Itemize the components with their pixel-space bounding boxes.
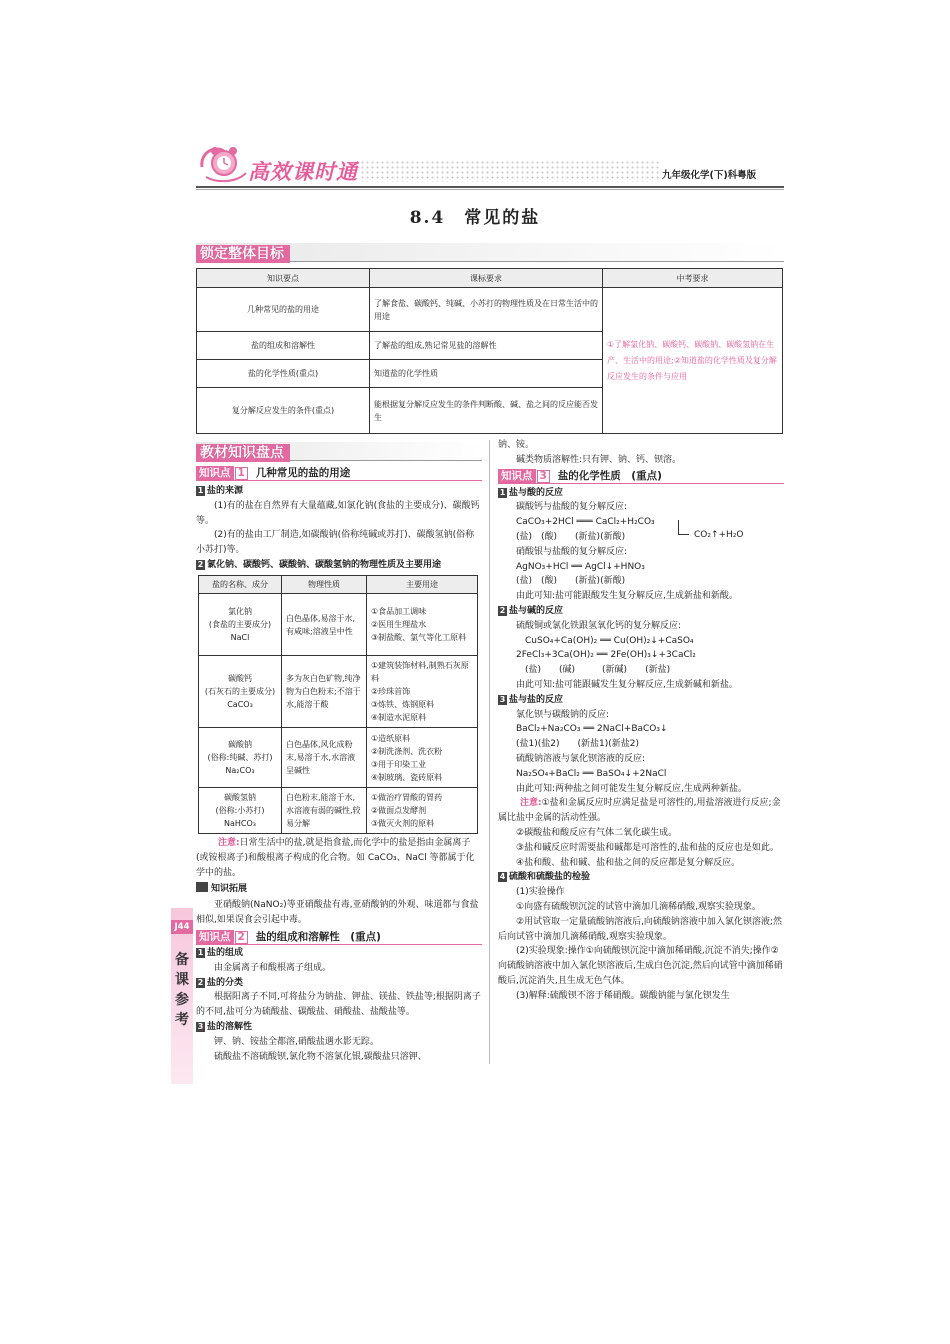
table-header: 物理性质 xyxy=(282,576,367,594)
paragraph: ①向盛有硫酸钡沉淀的试管中滴加几滴稀硝酸,观察实验现象。 xyxy=(498,901,761,912)
paragraph: 硫酸钠溶液与氯化钡溶液的反应: xyxy=(498,753,646,764)
table-header: 课标要求 xyxy=(370,269,603,288)
note-label: 注意: xyxy=(218,838,240,848)
subheading-number: 4 xyxy=(499,872,506,882)
paragraph: (1)有的盐在自然界有大量蕴藏,如氯化钠(食盐的主要成分)、碳酸钙等。 xyxy=(196,500,480,526)
equation: CaCO₃+2HCl ═══ CaCl₂+H₂CO₃ xyxy=(498,517,655,528)
extension-title: 知识拓展 xyxy=(211,884,248,894)
paragraph: 硫酸铜或氯化铁跟氢氧化钙的复分解反应: xyxy=(498,620,682,631)
table-cell: 白色晶体,风化成粉末,易溶于水,水溶液呈碱性 xyxy=(282,728,367,788)
table-cell: 碳酸氢钠 (俗称:小苏打) NaHCO₃ xyxy=(199,788,282,834)
paragraph: (2)有的盐由工厂制造,如碳酸钠(俗称纯碱或苏打)、碳酸氢钠(俗称小苏打)等。 xyxy=(196,530,475,556)
kp-number: 2 xyxy=(235,931,248,944)
note-text: 日常生活中的盐,就是指食盐,而化学中的盐是指由金属离子(或铵根离子)和酸根离子构成的化合物。如 CaCO₃、NaCl 等都属于化学中的盐。 xyxy=(196,838,475,878)
paragraph: 氯化钡与碳酸钠的反应: xyxy=(498,709,610,720)
decomposition-arrow xyxy=(678,520,689,535)
paragraph: 钠、铵。 xyxy=(498,440,535,450)
paragraph: ②碳酸盐和酸反应有气体二氧化碳生成。 xyxy=(498,827,678,838)
header-dot-pattern xyxy=(360,160,660,182)
equation: BaCl₂+Na₂CO₃ ══ 2NaCl+BaCO₃↓ xyxy=(498,724,668,735)
subheading xyxy=(498,870,784,885)
subheading xyxy=(196,558,482,573)
alarm-clock-logo-icon xyxy=(196,137,254,185)
table-cell: 碳酸钠 (俗称:纯碱、苏打) Na₂CO₃ xyxy=(199,728,282,788)
subheading-number: 2 xyxy=(499,605,506,615)
note xyxy=(498,796,784,826)
table-cell: ①建筑装饰材料,制熟石灰原料 ②珍珠首饰 ③炼铁、炼钢原料 ④制造水泥原料 xyxy=(367,656,478,728)
subheading-number: 1 xyxy=(197,486,204,495)
paragraph: 碱类物质溶解性:只有钾、钠、钙、钡溶。 xyxy=(498,454,682,465)
table-cell: ①造纸原料 ②制洗涤剂、洗衣粉 ③用于印染工业 ④制玻璃、瓷砖原料 xyxy=(367,728,478,788)
subheading-text: 盐的分类 xyxy=(207,977,244,988)
page-title: 8.4 常见的盐 xyxy=(409,208,541,228)
table-header: 主要用途 xyxy=(367,576,478,594)
table-cell: 复分解反应发生的条件(重点) xyxy=(197,388,370,434)
page-number: J44 xyxy=(171,920,193,934)
table-cell: 知道盐的化学性质 xyxy=(370,360,603,388)
kp-title: 盐的化学性质 (重点) xyxy=(557,469,662,482)
paragraph: 钾、钠、铵盐全都溶,硝酸盐遇水影无踪。 xyxy=(196,1036,379,1047)
table-cell: ①食品加工调味 ②医用生理盐水 ③制盐酸、氯气等化工原料 xyxy=(367,594,478,656)
subheading-number: 2 xyxy=(197,559,204,569)
table-header: 盐的名称、成分 xyxy=(199,576,282,594)
paragraph: 碳酸钙与盐酸的复分解反应: xyxy=(498,502,628,513)
equation-labels: (盐) (碱) (新碱) (新盐) xyxy=(498,665,671,676)
kp-tag: 知识点 xyxy=(196,930,234,944)
kp-number: 1 xyxy=(235,467,248,480)
extension-heading xyxy=(196,882,482,897)
subheading-text: 硫酸和硫酸盐的检验 xyxy=(509,872,591,883)
knowledge-point-3-heading xyxy=(498,469,784,484)
subheading xyxy=(498,693,784,708)
edition-label: 九年级化学(下)科粤版 xyxy=(662,170,757,181)
paragraph: 由此可知:盐可能跟碱发生复分解反应,生成新碱和新盐。 xyxy=(498,679,738,690)
subheading-text: 氯化钠、碳酸钙、碳酸钠、碳酸氢钠的物理性质及主要用途 xyxy=(207,559,442,570)
table-cell: 氯化钠 (食盐的主要成分) NaCl xyxy=(199,594,282,656)
paragraph: ③盐和碱反应时需要盐和碱都是可溶性的,盐和盐的反应也是如此。 xyxy=(498,842,779,853)
brand-logo-text: 高效课时通 xyxy=(248,160,358,184)
paragraph: ④盐和酸、盐和碱、盐和盐之间的反应都是复分解反应。 xyxy=(498,857,741,868)
paragraph: 由金属离子和酸根离子组成。 xyxy=(196,962,332,973)
table-cell: 白色晶体,易溶于水,有咸味;溶液呈中性 xyxy=(282,594,367,656)
table-cell: 多为灰白色矿物,纯净物为白色粉末;不溶于水,能溶于酸 xyxy=(282,656,367,728)
right-column xyxy=(498,438,784,1003)
paragraph: (1)实验操作 xyxy=(498,887,565,898)
kp-tag: 知识点 xyxy=(196,466,234,480)
subheading xyxy=(498,604,784,619)
kp-title: 几种常见的盐的用途 xyxy=(255,467,351,479)
equation-labels: (盐1)(盐2) (新盐1)(新盐2) xyxy=(498,739,639,750)
exam-requirement-cell: ①了解氯化钠、碳酸钙、碳酸钠、碳酸氢钠在生产、生活中的用途;②知道盐的化学性质及复分解反应发生的条件与应用 xyxy=(603,288,783,434)
table-cell: 白色粉末,能溶于水,水溶液有弱的碱性,较易分解 xyxy=(282,788,367,834)
subheading-number: 3 xyxy=(499,694,506,704)
subheading-number: 2 xyxy=(197,977,204,987)
table-cell: 盐的组成和溶解性 xyxy=(197,332,370,360)
table-header: 知识要点 xyxy=(197,269,370,288)
kp1-body xyxy=(196,484,482,573)
table-cell: 了解食盐、碳酸钙、纯碱、小苏打的物理性质及在日常生活中的用途 xyxy=(370,288,603,332)
note-text: ①盐和金属反应时应满足盐是可溶性的,用盐溶液进行反应;金属比盐中金属的活动性强。 xyxy=(498,798,781,824)
paragraph: 根据阳离子不同,可将盐分为钠盐、钾盐、镁盐、铁盐等;根据阴离子的不同,盐可分为硫酸盐、碳酸盐、硝酸盐、盐酸盐等。 xyxy=(196,992,481,1018)
salts-table xyxy=(198,575,478,834)
extension-icon xyxy=(196,882,208,892)
subheading-number: 1 xyxy=(499,487,506,497)
header-rule-thin xyxy=(196,189,784,190)
kp-tag: 知识点 xyxy=(498,469,536,483)
subheading-text: 盐与酸的反应 xyxy=(509,487,564,498)
subheading xyxy=(498,486,784,501)
equation-labels-row xyxy=(498,530,784,545)
subheading-number: 3 xyxy=(197,1021,204,1031)
note-label: 注意: xyxy=(520,798,542,809)
section-heading-text: 教材知识盘点 xyxy=(196,444,290,462)
subheading xyxy=(196,976,482,991)
column-divider xyxy=(489,440,490,1064)
equation: CO₂↑+H₂O xyxy=(694,529,744,540)
paragraph: 硝酸银与盐酸的复分解反应: xyxy=(498,546,628,557)
paragraph: (3)解释:硫酸钡不溶于稀硝酸。碳酸钠能与氯化钡发生 xyxy=(498,990,730,1001)
equation-labels: (盐) (酸) (新盐)(新酸) xyxy=(498,531,626,542)
subheading-text: 盐的组成 xyxy=(207,948,244,958)
table-cell: 盐的化学性质(重点) xyxy=(197,360,370,388)
kp1-note xyxy=(196,836,482,880)
paragraph: 由此可知:两种盐之间可能发生复分解反应,生成两种新盐。 xyxy=(498,783,747,794)
header-rule xyxy=(196,186,784,188)
paragraph: ②用试管取一定量硫酸钠溶液后,向硫酸钠溶液中加入氯化钡溶液;然后向试管中滴加几滴稀硝酸,观察实验现象。 xyxy=(498,916,782,942)
subheading-text: 盐的溶解性 xyxy=(207,1021,253,1032)
table-cell: 碳酸钙 (石灰石的主要成分) CaCO₃ xyxy=(199,656,282,728)
section-heading-goals xyxy=(196,243,784,262)
kp-title: 盐的组成和溶解性 (重点) xyxy=(255,931,381,943)
section-heading-text: 锁定整体目标 xyxy=(196,245,290,263)
knowledge-point-2-heading xyxy=(196,930,482,945)
paragraph: 硫酸盐不溶硫酸钡,氯化物不溶氯化银,碳酸盐只溶钾、 xyxy=(196,1051,427,1062)
equation: 2FeCl₃+3Ca(OH)₂ ══ 2Fe(OH)₃↓+3CaCl₂ xyxy=(498,650,696,661)
subheading-text: 盐的来源 xyxy=(207,486,244,496)
subheading xyxy=(196,1020,482,1035)
subheading xyxy=(196,484,482,499)
table-header: 中考要求 xyxy=(603,269,783,288)
subheading-text: 盐与盐的反应 xyxy=(509,694,564,705)
equation: CuSO₄+Ca(OH)₂ ══ Cu(OH)₂↓+CaSO₄ xyxy=(498,635,694,646)
subheading xyxy=(196,946,482,961)
subheading-number: 1 xyxy=(197,948,204,957)
knowledge-point-1-heading xyxy=(196,466,482,481)
paragraph: 由此可知:盐可能跟酸发生复分解反应,生成新盐和新酸。 xyxy=(498,591,738,602)
extension-text: 亚硝酸钠(NaNO₂)等亚硝酸盐有毒,亚硝酸钠的外观、味道都与食盐相似,如果误食会引起中毒。 xyxy=(196,900,479,925)
kp-number: 3 xyxy=(537,470,550,483)
table-cell: 几种常见的盐的用途 xyxy=(197,288,370,332)
subheading-text: 盐与碱的反应 xyxy=(509,605,564,616)
paragraph: (2)实验现象:操作①向硫酸钡沉淀中滴加稀硝酸,沉淀不消失;操作②向硫酸钠溶液中加入氯化钡溶液后,生成白色沉淀,然后向试管中滴加稀硝酸后,沉淀消失,且生成无色气体。 xyxy=(498,946,783,986)
table-cell: 了解盐的组成,熟记常见盐的溶解性 xyxy=(370,332,603,360)
table-cell: 能根据复分解反应发生的条件判断酸、碱、盐之间的反应能否发生 xyxy=(370,388,603,434)
equation-labels: (盐) (酸) (新盐)(新酸) xyxy=(498,576,626,587)
goals-table xyxy=(196,268,783,434)
equation: AgNO₃+HCl ══ AgCl↓+HNO₃ xyxy=(498,561,645,572)
kp2-body xyxy=(196,946,482,1064)
table-cell: ①做治疗胃酸的胃药 ②做面点发酵剂 ③做灭火剂的原料 xyxy=(367,788,478,834)
side-label: 备课参考 xyxy=(175,952,189,1028)
equation: Na₂SO₄+BaCl₂ ══ BaSO₄↓+2NaCl xyxy=(498,768,667,779)
section-heading-knowledge xyxy=(196,442,482,461)
